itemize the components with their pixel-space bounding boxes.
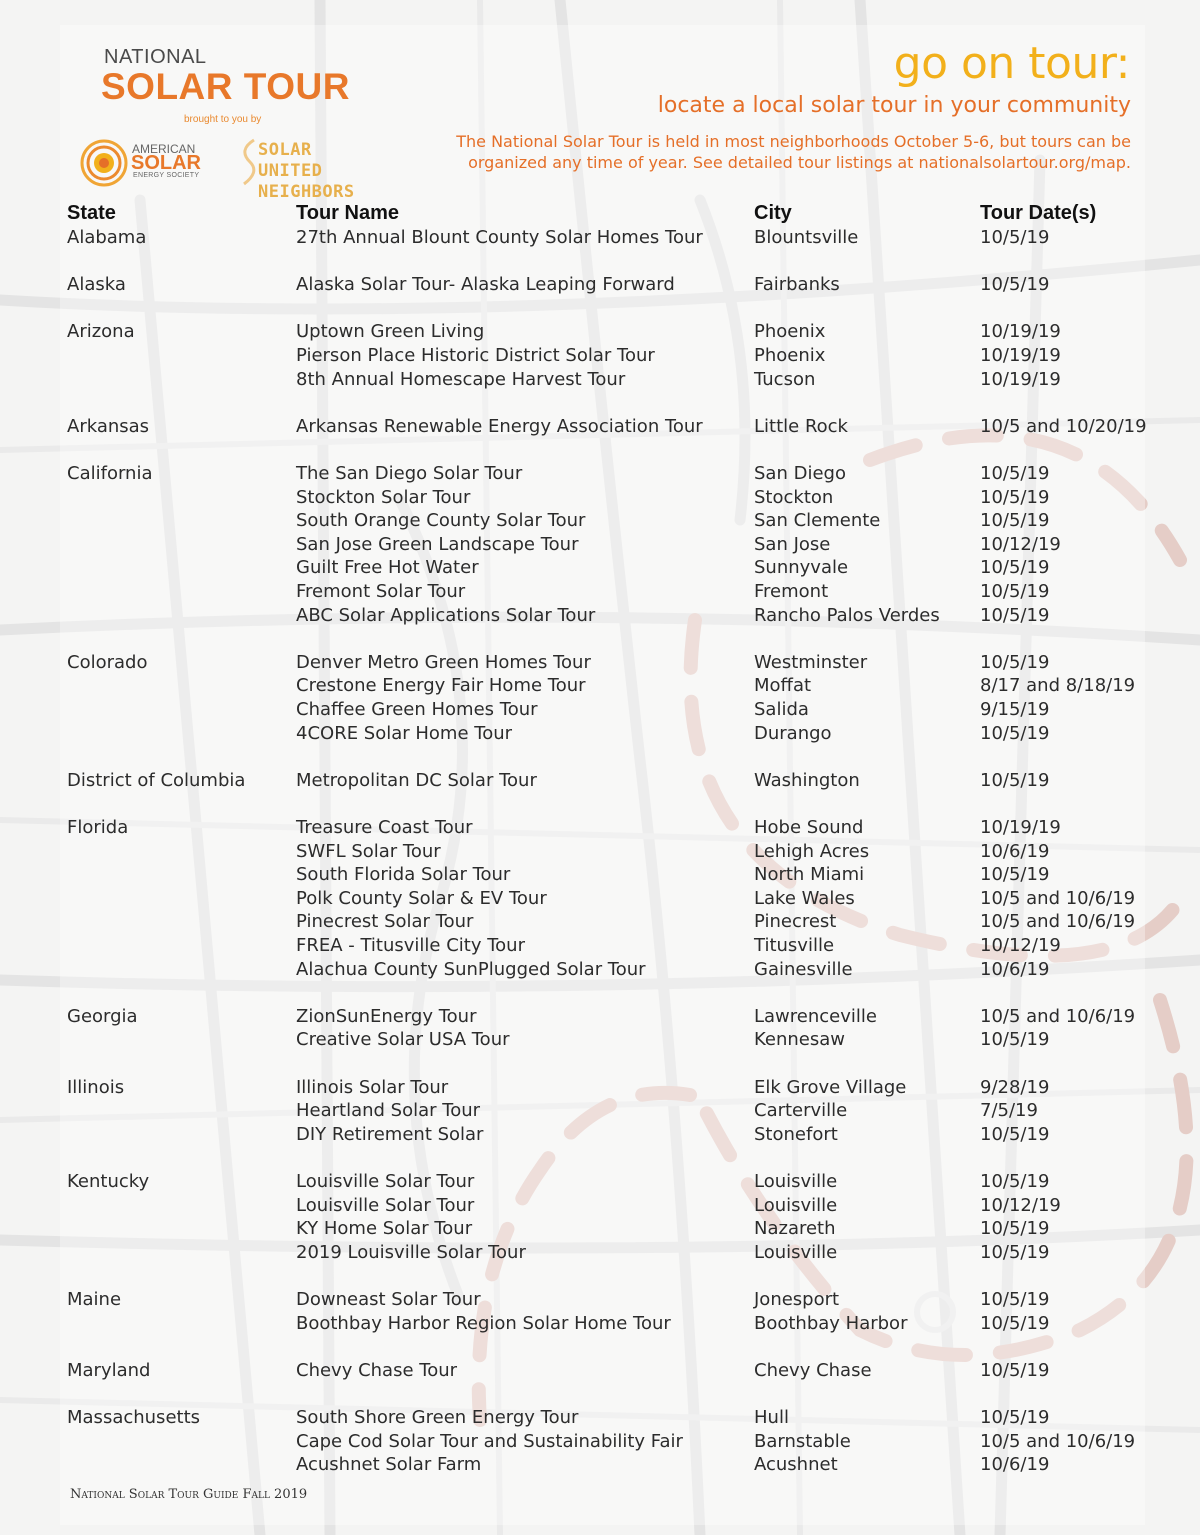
tour-name-cell: 2019 Louisville Solar Tour [296, 1241, 526, 1263]
tour-date-cell: 10/5/19 [980, 1171, 1050, 1192]
table-row [0, 1005, 1200, 1028]
ases-line2: SOLAR [131, 152, 201, 174]
city-cell: Titusville [754, 935, 835, 956]
table-row [0, 604, 1200, 627]
city-cell: Elk Grove Village [754, 1076, 907, 1098]
city-cell: Tucson [754, 368, 816, 390]
table-row [0, 910, 1200, 933]
tour-date-cell: 10/5 and 10/6/19 [980, 911, 1136, 933]
table-row [0, 1123, 1200, 1146]
tour-name-cell: Louisville Solar Tour [296, 1194, 475, 1216]
table-row [0, 958, 1200, 981]
tour-name-cell: KY Home Solar Tour [296, 1218, 473, 1240]
tour-name-cell: Chaffee Green Homes Tour [296, 699, 538, 720]
tour-date-cell: 10/5/19 [980, 651, 1050, 673]
city-cell: Kennesaw [754, 1029, 846, 1051]
tour-date-cell: 10/5/19 [980, 486, 1050, 508]
city-cell: San Diego [754, 463, 846, 484]
tour-name-cell: ABC Solar Applications Solar Tour [296, 604, 596, 626]
tour-date-cell: 10/5 and 10/20/19 [980, 415, 1147, 437]
table-row [0, 462, 1200, 485]
table-row [0, 840, 1200, 863]
table-row [0, 509, 1200, 532]
city-cell: San Jose [754, 533, 831, 555]
tour-name-cell: Denver Metro Green Homes Tour [296, 651, 591, 673]
tour-date-cell: 10/5/19 [980, 510, 1050, 532]
tour-name-cell: Pierson Place Historic District Solar Tour [296, 345, 655, 366]
tour-date-cell: 10/12/19 [980, 533, 1061, 555]
city-cell: Lake Wales [754, 887, 855, 909]
city-cell: Carterville [754, 1100, 848, 1122]
intro-line2: organized any time of year. See detailed tour listings at nationalsolartour.org/map. [468, 153, 1131, 172]
tour-date-cell: 10/5/19 [980, 769, 1050, 791]
city-cell: Phoenix [754, 345, 826, 366]
city-cell: San Clemente [754, 510, 881, 532]
tour-name-cell: South Orange County Solar Tour [296, 510, 586, 532]
table-row [0, 344, 1200, 367]
table-row [0, 887, 1200, 910]
tour-name-cell: Metropolitan DC Solar Tour [296, 769, 537, 791]
intro-line1: The National Solar Tour is held in most neighborhoods October 5-6, but tours can be [456, 132, 1131, 151]
sun-rings-icon [80, 138, 130, 188]
city-cell: Stonefort [754, 1123, 838, 1145]
tour-date-cell: 10/6/19 [980, 1454, 1050, 1476]
table-row [0, 769, 1200, 792]
city-cell: Salida [754, 699, 809, 720]
tour-name-cell: Chevy Chase Tour [296, 1359, 458, 1381]
table-row [0, 226, 1200, 249]
city-cell: Boothbay Harbor [754, 1312, 908, 1334]
city-cell: Louisville [754, 1241, 838, 1263]
state-cell: Colorado [67, 651, 148, 673]
tour-name-cell: Guilt Free Hot Water [296, 557, 479, 579]
table-row [0, 533, 1200, 556]
city-cell: Phoenix [754, 321, 826, 343]
tour-date-cell: 10/12/19 [980, 935, 1061, 956]
tour-name-cell: Pinecrest Solar Tour [296, 911, 474, 933]
city-cell: Washington [754, 769, 860, 791]
city-cell: Blountsville [754, 227, 859, 248]
table-row [0, 698, 1200, 721]
tour-date-cell: 10/5/19 [980, 1407, 1050, 1428]
tour-name-cell: 4CORE Solar Home Tour [296, 722, 513, 744]
city-cell: Rancho Palos Verdes [754, 604, 940, 626]
tour-date-cell: 10/5/19 [980, 604, 1050, 626]
state-cell: Maryland [67, 1359, 151, 1381]
tour-date-cell: 10/5 and 10/6/19 [980, 887, 1136, 909]
city-cell: Lehigh Acres [754, 840, 870, 862]
tour-name-cell: Polk County Solar & EV Tour [296, 887, 547, 909]
tour-name-cell: Louisville Solar Tour [296, 1171, 475, 1192]
table-row [0, 1028, 1200, 1051]
tour-name-cell: Boothbay Harbor Region Solar Home Tour [296, 1312, 671, 1334]
table-row [0, 556, 1200, 579]
ases-logo [80, 138, 210, 190]
tour-name-cell: 8th Annual Homescape Harvest Tour [296, 368, 626, 390]
tour-name-cell: Uptown Green Living [296, 321, 485, 343]
tour-date-cell: 10/5/19 [980, 722, 1050, 744]
tour-name-cell: Crestone Energy Fair Home Tour [296, 675, 586, 697]
subheadline: locate a local solar tour in your community [657, 93, 1131, 118]
logo-solar-tour-text: SOLAR TOUR [101, 66, 350, 107]
solar-united-neighbors-text [258, 140, 386, 203]
state-cell: Alabama [67, 227, 147, 248]
tour-name-cell: Alaska Solar Tour- Alaska Leaping Forward [296, 274, 675, 296]
tour-name-cell: Fremont Solar Tour [296, 581, 466, 602]
city-cell: Chevy Chase [754, 1359, 872, 1381]
table-row [0, 934, 1200, 957]
column-header-state: State [67, 202, 116, 224]
tour-name-cell: South Shore Green Energy Tour [296, 1407, 579, 1428]
state-cell: Kentucky [67, 1171, 150, 1192]
column-header-tour-dates: Tour Date(s) [980, 202, 1097, 224]
state-cell: District of Columbia [67, 769, 246, 791]
table-row [0, 1217, 1200, 1240]
tour-date-cell: 7/5/19 [980, 1100, 1038, 1122]
tour-name-cell: The San Diego Solar Tour [296, 463, 523, 484]
tour-name-cell: ZionSunEnergy Tour [296, 1005, 477, 1027]
state-cell: Arkansas [67, 415, 150, 437]
tour-date-cell: 10/5 and 10/6/19 [980, 1005, 1136, 1027]
tour-name-cell: Cape Cod Solar Tour and Sustainability Fair [296, 1430, 683, 1452]
table-row [0, 1406, 1200, 1429]
table-row [0, 580, 1200, 603]
city-cell: Sunnyvale [754, 557, 849, 579]
column-header-city: City [754, 202, 792, 224]
city-cell: North Miami [754, 864, 865, 886]
tour-date-cell: 10/5/19 [980, 1312, 1050, 1334]
tour-date-cell: 10/5/19 [980, 463, 1050, 484]
swirl-icon [236, 138, 258, 186]
tour-date-cell: 10/5/19 [980, 864, 1050, 886]
tour-date-cell: 10/5/19 [980, 274, 1050, 296]
tour-name-cell: Downeast Solar Tour [296, 1289, 481, 1310]
tour-date-cell: 10/19/19 [980, 368, 1061, 390]
tour-date-cell: 10/5/19 [980, 1241, 1050, 1263]
tour-date-cell: 10/5/19 [980, 227, 1050, 248]
city-cell: Stockton [754, 486, 834, 508]
table-row [0, 722, 1200, 745]
column-header-tour-name: Tour Name [296, 202, 399, 224]
state-cell: Illinois [67, 1076, 125, 1098]
tour-date-cell: 10/6/19 [980, 840, 1050, 862]
state-cell: Massachusetts [67, 1407, 201, 1428]
tour-name-cell: Creative Solar USA Tour [296, 1029, 510, 1051]
city-cell: Westminster [754, 651, 868, 673]
city-cell: Hull [754, 1407, 789, 1428]
tour-date-cell: 10/5/19 [980, 1218, 1050, 1240]
solar-united-line2: NEIGHBORS [258, 182, 355, 202]
city-cell: Pinecrest [754, 911, 837, 933]
table-row [0, 651, 1200, 674]
city-cell: Gainesville [754, 958, 853, 980]
table-row [0, 320, 1200, 343]
table-row [0, 1430, 1200, 1453]
table-row [0, 1241, 1200, 1264]
table-row [0, 1099, 1200, 1122]
tour-date-cell: 10/5/19 [980, 581, 1050, 602]
city-cell: Louisville [754, 1194, 838, 1216]
tour-date-cell: 10/5/19 [980, 1359, 1050, 1381]
ases-line3: ENERGY SOCIETY [133, 172, 200, 179]
state-cell: Florida [67, 817, 129, 838]
table-row [0, 1453, 1200, 1476]
tour-date-cell: 8/17 and 8/18/19 [980, 675, 1136, 697]
table-row [0, 1288, 1200, 1311]
table-row [0, 816, 1200, 839]
brought-to-you-by-text: brought to you by [184, 114, 262, 125]
intro-text [371, 131, 1131, 173]
tour-name-cell: SWFL Solar Tour [296, 840, 441, 862]
headline: go on tour: [893, 38, 1130, 89]
tour-date-cell: 10/12/19 [980, 1194, 1061, 1216]
solar-united-neighbors-logo [236, 138, 386, 202]
state-cell: Maine [67, 1289, 122, 1310]
ases-line1: AMERICAN [132, 142, 196, 156]
tour-date-cell: 10/5/19 [980, 1029, 1050, 1051]
tour-date-cell: 10/19/19 [980, 817, 1061, 838]
table-row [0, 1359, 1200, 1382]
tour-name-cell: Stockton Solar Tour [296, 486, 471, 508]
tour-name-cell: FREA - Titusville City Tour [296, 935, 525, 956]
city-cell: Moffat [754, 675, 812, 697]
city-cell: Fairbanks [754, 274, 840, 296]
city-cell: Jonesport [754, 1289, 840, 1310]
city-cell: Fremont [754, 581, 829, 602]
tour-date-cell: 10/19/19 [980, 345, 1061, 366]
table-row [0, 863, 1200, 886]
tour-name-cell: Acushnet Solar Farm [296, 1454, 482, 1476]
table-row [0, 1194, 1200, 1217]
city-cell: Barnstable [754, 1430, 851, 1452]
table-row [0, 1076, 1200, 1099]
tour-date-cell: 10/5/19 [980, 1289, 1050, 1310]
tour-date-cell: 10/6/19 [980, 958, 1050, 980]
tour-date-cell: 9/15/19 [980, 699, 1050, 720]
tour-date-cell: 9/28/19 [980, 1076, 1050, 1098]
city-cell: Durango [754, 722, 832, 744]
footer-text: National Solar Tour Guide Fall 2019 [70, 1487, 308, 1502]
tour-name-cell: Illinois Solar Tour [296, 1076, 449, 1098]
table-row [0, 415, 1200, 438]
tour-name-cell: 27th Annual Blount County Solar Homes Tour [296, 227, 703, 248]
city-cell: Nazareth [754, 1218, 836, 1240]
tour-date-cell: 10/5 and 10/6/19 [980, 1430, 1136, 1452]
state-cell: California [67, 463, 153, 484]
state-cell: Alaska [67, 274, 126, 296]
state-cell: Georgia [67, 1005, 138, 1027]
tour-name-cell: Treasure Coast Tour [296, 817, 473, 838]
table-row [0, 368, 1200, 391]
logo-national-text: NATIONAL [104, 46, 207, 68]
city-cell: Louisville [754, 1171, 838, 1192]
table-row [0, 273, 1200, 296]
state-cell: Arizona [67, 321, 135, 343]
table-row [0, 486, 1200, 509]
table-row [0, 674, 1200, 697]
tour-date-cell: 10/5/19 [980, 557, 1050, 579]
tour-date-cell: 10/5/19 [980, 1123, 1050, 1145]
tour-name-cell: Heartland Solar Tour [296, 1100, 481, 1122]
tour-name-cell: Arkansas Renewable Energy Association Tour [296, 415, 703, 437]
city-cell: Lawrenceville [754, 1005, 877, 1027]
city-cell: Little Rock [754, 415, 848, 437]
tour-name-cell: San Jose Green Landscape Tour [296, 533, 579, 555]
tour-name-cell: Alachua County SunPlugged Solar Tour [296, 958, 646, 980]
city-cell: Acushnet [754, 1454, 838, 1476]
tour-name-cell: South Florida Solar Tour [296, 864, 511, 886]
table-row [0, 1312, 1200, 1335]
table-row [0, 1170, 1200, 1193]
city-cell: Hobe Sound [754, 817, 864, 838]
tour-date-cell: 10/19/19 [980, 321, 1061, 343]
solar-united-line1: SOLAR UNITED [258, 140, 323, 181]
tour-name-cell: DIY Retirement Solar [296, 1123, 484, 1145]
